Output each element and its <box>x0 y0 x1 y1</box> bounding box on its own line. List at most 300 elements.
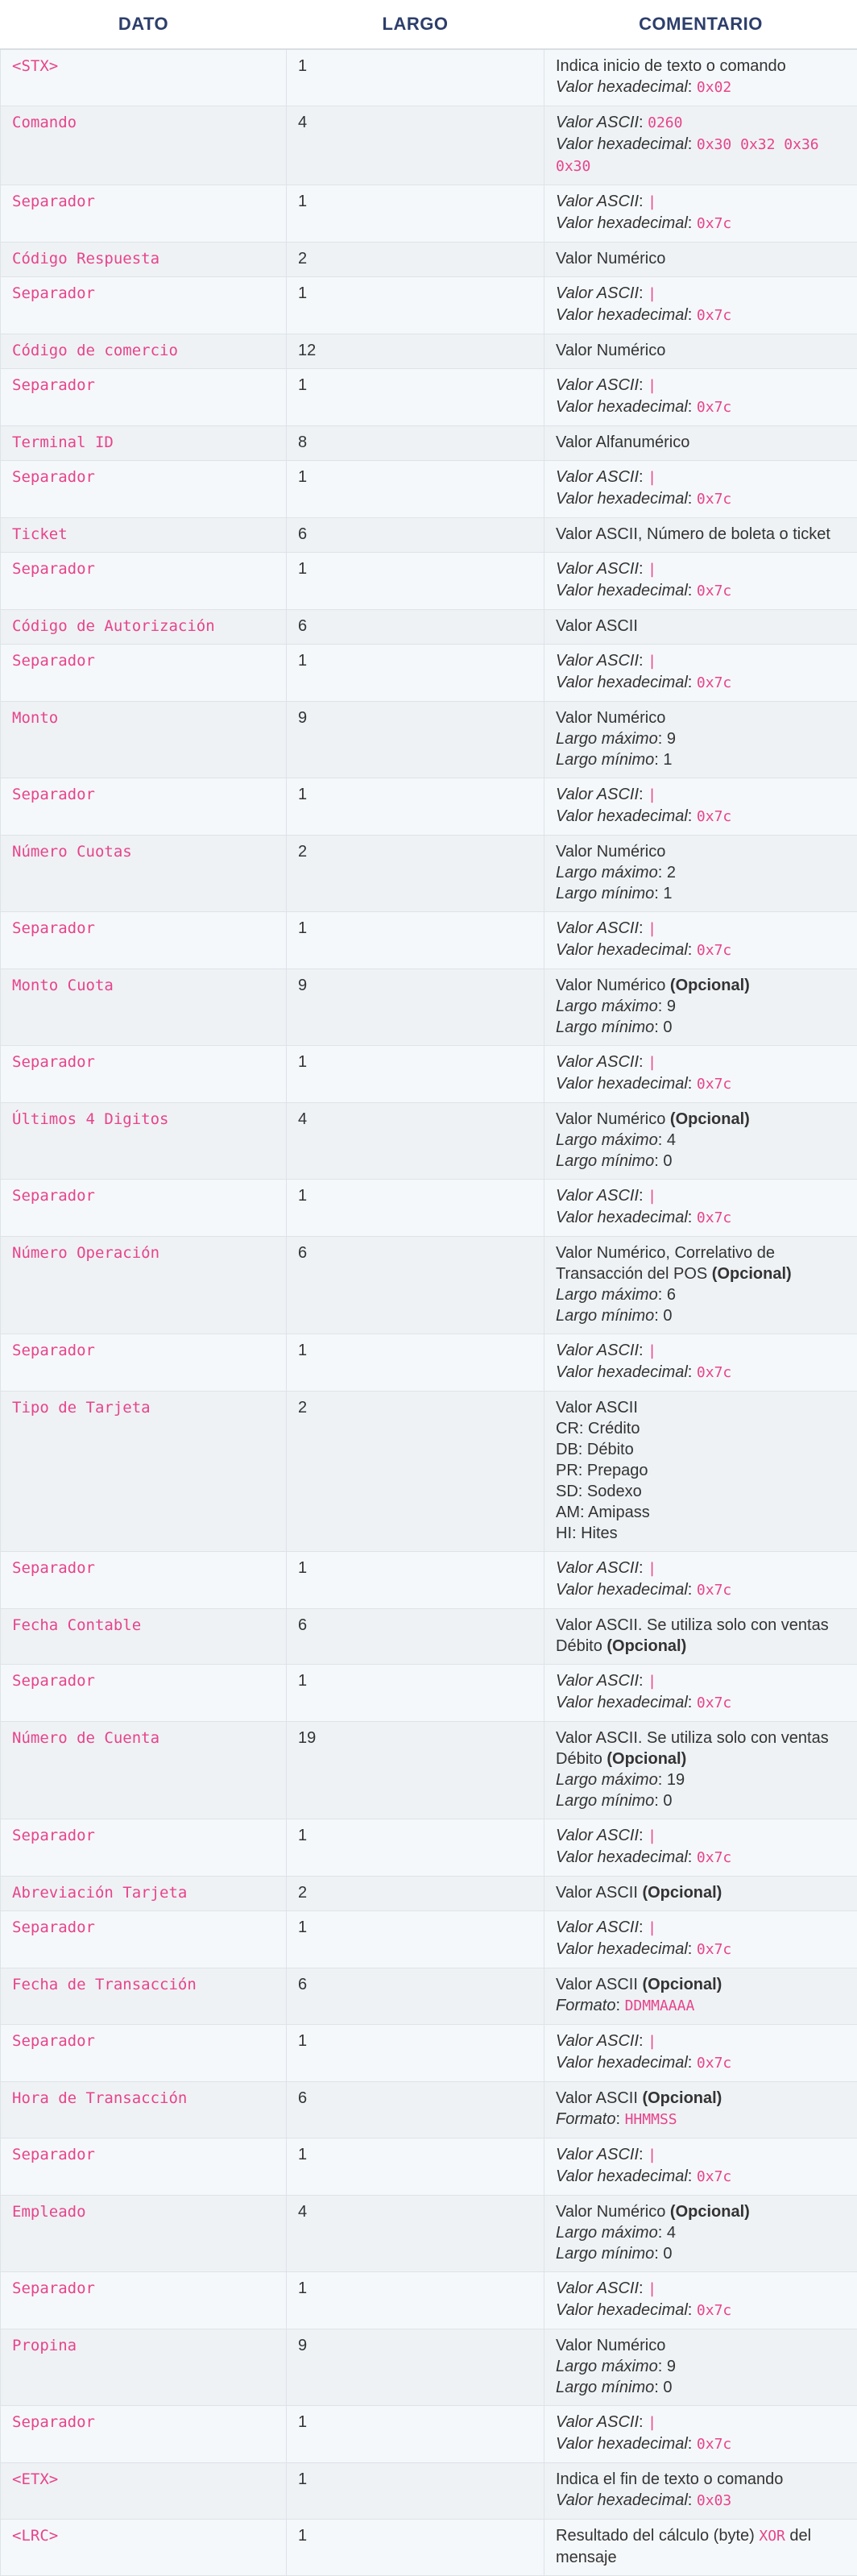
comment-text: : <box>639 1827 648 1844</box>
cell-comentario <box>544 185 857 243</box>
comment-line <box>556 191 846 213</box>
comment-line <box>556 616 846 637</box>
comment-line <box>556 975 846 996</box>
cell-largo: 4 <box>287 106 544 185</box>
cell-dato: Separador <box>1 2272 287 2329</box>
cell-largo: 1 <box>287 1552 544 1609</box>
comment-text: : <box>688 1694 697 1711</box>
comment-line <box>556 2490 846 2512</box>
comment-line <box>556 1242 846 1284</box>
code-value: 0x7c <box>697 307 731 324</box>
cell-dato: Comando <box>1 106 287 185</box>
comment-text: : 0 <box>654 2245 672 2263</box>
table-row <box>1 912 857 969</box>
cell-largo: 2 <box>287 1877 544 1911</box>
comment-text: : <box>688 2435 697 2453</box>
code-value: | <box>648 377 656 394</box>
comment-line <box>556 340 846 361</box>
cell-dato: Separador <box>1 369 287 426</box>
comment-line <box>556 1917 846 1939</box>
table-row <box>1 277 857 334</box>
header-largo: LARGO <box>287 0 544 49</box>
cell-dato: Últimos 4 Digitos <box>1 1103 287 1180</box>
cell-comentario <box>544 912 857 969</box>
comment-text: Largo mínimo <box>556 885 654 902</box>
table-row <box>1 1552 857 1609</box>
cell-comentario <box>544 2329 857 2406</box>
comment-line <box>556 883 846 904</box>
comment-line <box>556 2144 846 2166</box>
comment-line <box>556 749 846 770</box>
comment-line <box>556 1185 846 1207</box>
cell-largo: 1 <box>287 2406 544 2463</box>
code-value: | <box>648 920 656 937</box>
code-value: | <box>648 1919 656 1936</box>
comment-line <box>556 672 846 694</box>
cell-largo: 4 <box>287 1103 544 1180</box>
code-value: 0x7c <box>697 2302 731 2319</box>
cell-largo: 9 <box>287 702 544 778</box>
table-row <box>1 1722 857 1819</box>
comment-text: (Opcional) <box>670 2203 750 2221</box>
comment-line <box>556 1052 846 1073</box>
cell-dato: Tipo de Tarjeta <box>1 1392 287 1552</box>
cell-comentario <box>544 1237 857 1334</box>
comment-text: Valor Numérico <box>556 1110 670 1128</box>
comment-line <box>556 2356 846 2377</box>
table-row <box>1 836 857 912</box>
comment-line <box>556 650 846 672</box>
cell-dato: Código de comercio <box>1 334 287 369</box>
cell-largo: 1 <box>287 185 544 243</box>
code-value: | <box>648 2147 656 2163</box>
cell-comentario <box>544 1103 857 1180</box>
table-row <box>1 2196 857 2272</box>
cell-comentario <box>544 1722 857 1819</box>
table-row <box>1 645 857 702</box>
comment-text: Valor ASCII. Se utiliza solo con ventas Débito <box>556 1729 829 1768</box>
comment-text: PR: Prepago <box>556 1462 648 1479</box>
code-value: 0x7c <box>697 808 731 825</box>
comment-line <box>556 283 846 305</box>
comment-text: HI: Hites <box>556 1524 618 1542</box>
cell-comentario <box>544 334 857 369</box>
comment-line <box>556 2109 846 2130</box>
table-row <box>1 553 857 610</box>
cell-dato: <ETX> <box>1 2463 287 2520</box>
comment-text: Valor hexadecimal <box>556 398 688 416</box>
comment-text: : <box>639 1919 648 1936</box>
comment-text: Valor hexadecimal <box>556 2301 688 2319</box>
code-value: | <box>648 285 656 302</box>
table-row <box>1 1237 857 1334</box>
comment-line <box>556 2433 846 2455</box>
table-row <box>1 2463 857 2520</box>
comment-text: : <box>639 1342 648 1359</box>
comment-text: Valor ASCII <box>556 376 639 394</box>
comment-text: : 19 <box>658 1771 685 1789</box>
table-row <box>1 185 857 243</box>
table-row <box>1 334 857 369</box>
comment-text: Valor hexadecimal <box>556 1581 688 1599</box>
cell-dato: Monto Cuota <box>1 969 287 1046</box>
comment-line <box>556 77 846 98</box>
comment-text: Valor ASCII <box>556 1399 638 1417</box>
comment-text: SD: Sodexo <box>556 1483 642 1500</box>
comment-text: Valor Alfanumérico <box>556 433 689 451</box>
comment-line <box>556 2052 846 2074</box>
comment-text: Valor hexadecimal <box>556 78 688 96</box>
comment-text: Valor hexadecimal <box>556 2167 688 2185</box>
comment-text: : <box>639 1559 648 1577</box>
comment-text: Valor hexadecimal <box>556 490 688 508</box>
cell-dato: <STX> <box>1 49 287 106</box>
comment-line <box>556 841 846 862</box>
comment-text: Valor ASCII <box>556 1559 639 1577</box>
code-value: 0x7c <box>697 1076 731 1093</box>
comment-text: : <box>688 1363 697 1381</box>
table-row <box>1 461 857 518</box>
code-value: 0x7c <box>697 1209 731 1226</box>
cell-largo: 1 <box>287 1819 544 1877</box>
comment-text: Valor ASCII <box>556 2279 639 2297</box>
comment-text: : <box>639 468 648 486</box>
cell-dato: Empleado <box>1 2196 287 2272</box>
cell-largo: 6 <box>287 518 544 553</box>
comment-line <box>556 524 846 545</box>
comment-text: : <box>639 652 648 670</box>
cell-largo: 2 <box>287 836 544 912</box>
cell-comentario <box>544 1334 857 1392</box>
comment-text: Valor hexadecimal <box>556 1694 688 1711</box>
code-value: 0x02 <box>697 79 731 96</box>
comment-line <box>556 2031 846 2052</box>
comment-line <box>556 728 846 749</box>
comment-line <box>556 2201 846 2222</box>
cell-largo: 1 <box>287 277 544 334</box>
comment-text: Valor ASCII <box>556 652 639 670</box>
cell-largo: 1 <box>287 1180 544 1237</box>
comment-line <box>556 248 846 269</box>
code-value: DDMMAAAA <box>625 1997 695 2014</box>
cell-dato: Separador <box>1 778 287 836</box>
comment-line <box>556 707 846 728</box>
cell-comentario <box>544 836 857 912</box>
comment-text: : <box>615 1997 624 2014</box>
cell-largo: 1 <box>287 2025 544 2082</box>
comment-text: Valor Numérico <box>556 2203 670 2221</box>
comment-text: : <box>688 398 697 416</box>
table-row <box>1 49 857 106</box>
comment-line <box>556 784 846 806</box>
comment-text: : 0 <box>654 2379 672 2396</box>
comment-line <box>556 918 846 940</box>
comment-text: : <box>639 376 648 394</box>
comment-text: Largo mínimo <box>556 751 654 769</box>
cell-comentario <box>544 1552 857 1609</box>
code-value: 0x03 <box>697 2492 731 2509</box>
comment-text: Indica inicio de texto o comando <box>556 57 786 75</box>
comment-text: : 4 <box>658 1131 676 1149</box>
cell-largo: 6 <box>287 1968 544 2025</box>
table-row <box>1 702 857 778</box>
comment-line <box>556 488 846 510</box>
cell-largo: 19 <box>287 1722 544 1819</box>
cell-comentario <box>544 1911 857 1968</box>
comment-line <box>556 580 846 602</box>
comment-text: : <box>639 919 648 937</box>
comment-text: : <box>639 2413 648 2431</box>
cell-largo: 6 <box>287 1609 544 1665</box>
comment-text: : 9 <box>658 998 676 1015</box>
code-value: 0x7c <box>697 674 731 691</box>
code-value: 0x30 0x32 0x36 0x30 <box>556 136 819 175</box>
comment-text: (Opcional) <box>712 1265 792 1283</box>
code-value: | <box>648 653 656 670</box>
comment-text: Valor ASCII <box>556 2032 639 2050</box>
cell-largo: 6 <box>287 610 544 645</box>
code-value: 0x7c <box>697 491 731 508</box>
comment-text: Valor hexadecimal <box>556 1848 688 1866</box>
cell-dato: Número de Cuenta <box>1 1722 287 1819</box>
comment-text: Valor hexadecimal <box>556 2054 688 2072</box>
comment-line <box>556 375 846 396</box>
table-row <box>1 2272 857 2329</box>
comment-text: Valor ASCII <box>556 1187 639 1205</box>
comment-text: Indica el fin de texto o comando <box>556 2470 783 2488</box>
comment-line <box>556 2243 846 2264</box>
comment-line <box>556 1558 846 1579</box>
table-row <box>1 1819 857 1877</box>
comment-line <box>556 2377 846 2398</box>
comment-text: : <box>639 2146 648 2163</box>
comment-text: : <box>688 2167 697 2185</box>
cell-largo: 1 <box>287 369 544 426</box>
table-row <box>1 369 857 426</box>
comment-line <box>556 1130 846 1151</box>
comment-line <box>556 1418 846 1439</box>
cell-dato: Abreviación Tarjeta <box>1 1877 287 1911</box>
comment-line <box>556 2222 846 2243</box>
comment-text: Valor hexadecimal <box>556 306 688 324</box>
comment-text: : <box>688 1848 697 1866</box>
cell-largo: 1 <box>287 2272 544 2329</box>
comment-text: Valor ASCII <box>556 1053 639 1071</box>
code-value: | <box>648 561 656 578</box>
cell-dato: Separador <box>1 1552 287 1609</box>
comment-line <box>556 2088 846 2109</box>
cell-dato: Separador <box>1 553 287 610</box>
comment-line <box>556 1017 846 1038</box>
comment-text: (Opcional) <box>607 1637 686 1655</box>
cell-dato: Número Cuotas <box>1 836 287 912</box>
comment-line <box>556 2469 846 2490</box>
cell-comentario <box>544 1609 857 1665</box>
comment-text: : 0 <box>654 1018 672 1036</box>
comment-text: : 0 <box>654 1152 672 1170</box>
comment-text: : <box>688 306 697 324</box>
cell-dato: Separador <box>1 277 287 334</box>
cell-comentario <box>544 2406 857 2463</box>
cell-largo: 1 <box>287 1046 544 1103</box>
cell-comentario <box>544 2082 857 2138</box>
code-value: | <box>648 469 656 486</box>
comment-line <box>556 1847 846 1869</box>
cell-comentario <box>544 2138 857 2196</box>
cell-comentario <box>544 1392 857 1552</box>
comment-text: Valor ASCII <box>556 1672 639 1690</box>
comment-line <box>556 1825 846 1847</box>
cell-largo: 2 <box>287 243 544 277</box>
comment-text: AM: Amipass <box>556 1504 650 1521</box>
comment-text: Valor hexadecimal <box>556 2435 688 2453</box>
comment-line <box>556 1579 846 1601</box>
comment-text: Valor ASCII <box>556 1884 642 1902</box>
cell-dato: Separador <box>1 2138 287 2196</box>
code-value: 0x7c <box>697 2436 731 2453</box>
code-value: | <box>648 1054 656 1071</box>
cell-dato: Separador <box>1 1046 287 1103</box>
code-value: 0x7c <box>697 1695 731 1711</box>
comment-text: CR: Crédito <box>556 1420 640 1437</box>
comment-text: : <box>688 1209 697 1226</box>
comment-text: : 9 <box>658 730 676 748</box>
comment-text: Valor hexadecimal <box>556 135 688 153</box>
cell-comentario <box>544 369 857 426</box>
cell-comentario <box>544 518 857 553</box>
comment-line <box>556 1305 846 1326</box>
comment-line <box>556 1790 846 1811</box>
cell-comentario <box>544 969 857 1046</box>
table-row <box>1 1877 857 1911</box>
code-value: | <box>648 786 656 803</box>
comment-text: Formato <box>556 1997 615 2014</box>
comment-line <box>556 1974 846 1995</box>
comment-line <box>556 2166 846 2188</box>
comment-line <box>556 1523 846 1544</box>
code-value: 0260 <box>648 114 682 131</box>
cell-dato: Separador <box>1 461 287 518</box>
code-value: | <box>648 2033 656 2050</box>
comment-text: Valor ASCII <box>556 1342 639 1359</box>
comment-text: : <box>688 214 697 232</box>
comment-text: Valor hexadecimal <box>556 1075 688 1093</box>
cell-comentario <box>544 277 857 334</box>
table-row <box>1 1046 857 1103</box>
comment-text: : <box>639 1672 648 1690</box>
comment-text: Valor Numérico <box>556 977 670 994</box>
cell-dato: Número Operación <box>1 1237 287 1334</box>
comment-text: Largo mínimo <box>556 1792 654 1810</box>
comment-text: Largo mínimo <box>556 2245 654 2263</box>
cell-dato: Ticket <box>1 518 287 553</box>
cell-largo: 1 <box>287 645 544 702</box>
table-header <box>1 0 857 49</box>
comment-text: Valor hexadecimal <box>556 941 688 959</box>
table-row <box>1 2025 857 2082</box>
code-value: 0x7c <box>697 1849 731 1866</box>
comment-text: : <box>639 2279 648 2297</box>
comment-line <box>556 1882 846 1903</box>
cell-dato: Separador <box>1 1819 287 1877</box>
code-value: 0x7c <box>697 2168 731 2185</box>
comment-text: : <box>688 1581 697 1599</box>
cell-largo: 1 <box>287 2463 544 2520</box>
comment-line <box>556 2300 846 2321</box>
comment-text: (Opcional) <box>607 1750 686 1768</box>
table-row <box>1 2138 857 2196</box>
comment-line <box>556 1728 846 1769</box>
cell-comentario <box>544 243 857 277</box>
comment-text: (Opcional) <box>642 1976 722 1993</box>
comment-text: Valor ASCII. Se utiliza solo con ventas Débito <box>556 1616 829 1655</box>
cell-largo: 1 <box>287 2520 544 2576</box>
comment-text: : <box>639 114 648 131</box>
comment-line <box>556 1692 846 1714</box>
cell-dato: Hora de Transacción <box>1 2082 287 2138</box>
cell-largo: 1 <box>287 778 544 836</box>
table-row <box>1 1392 857 1552</box>
cell-largo: 12 <box>287 334 544 369</box>
comment-text: : <box>639 1053 648 1071</box>
comment-line <box>556 1340 846 1362</box>
code-value: | <box>648 193 656 210</box>
cell-comentario <box>544 2272 857 2329</box>
cell-dato: Fecha Contable <box>1 1609 287 1665</box>
comment-text: Valor hexadecimal <box>556 807 688 825</box>
comment-text: : 6 <box>658 1286 676 1304</box>
cell-comentario <box>544 1180 857 1237</box>
comment-text: : 2 <box>658 864 676 881</box>
cell-comentario <box>544 461 857 518</box>
comment-text: : <box>639 193 648 210</box>
comment-line <box>556 1939 846 1960</box>
comment-text: : <box>639 1187 648 1205</box>
code-value: 0x7c <box>697 583 731 599</box>
comment-text: Largo máximo <box>556 2358 658 2375</box>
cell-comentario <box>544 553 857 610</box>
comment-line <box>556 213 846 234</box>
comment-text: : <box>688 2301 697 2319</box>
comment-line <box>556 1769 846 1790</box>
cell-dato: Separador <box>1 185 287 243</box>
cell-comentario <box>544 778 857 836</box>
code-value: HHMMSS <box>625 2111 677 2128</box>
cell-dato: Terminal ID <box>1 426 287 461</box>
cell-largo: 1 <box>287 1911 544 1968</box>
comment-line <box>556 1670 846 1692</box>
cell-dato: Código Respuesta <box>1 243 287 277</box>
comment-text: Valor ASCII <box>556 1827 639 1844</box>
code-value: | <box>648 1188 656 1205</box>
comment-text: Largo mínimo <box>556 2379 654 2396</box>
code-value: 0x7c <box>697 1941 731 1958</box>
table-row <box>1 106 857 185</box>
comment-text: : <box>688 1075 697 1093</box>
comment-text: Valor ASCII <box>556 2146 639 2163</box>
comment-line <box>556 806 846 828</box>
comment-line <box>556 862 846 883</box>
comment-text: Valor Numérico, Correlativo de Transacción del POS <box>556 1244 775 1283</box>
comment-text: (Opcional) <box>642 2089 722 2107</box>
comment-line <box>556 2335 846 2356</box>
comment-text: Valor Numérico <box>556 709 665 727</box>
comment-text: Largo máximo <box>556 1131 658 1149</box>
header-row <box>1 0 857 49</box>
comment-text: Largo máximo <box>556 1771 658 1789</box>
comment-line <box>556 996 846 1017</box>
table-row <box>1 610 857 645</box>
